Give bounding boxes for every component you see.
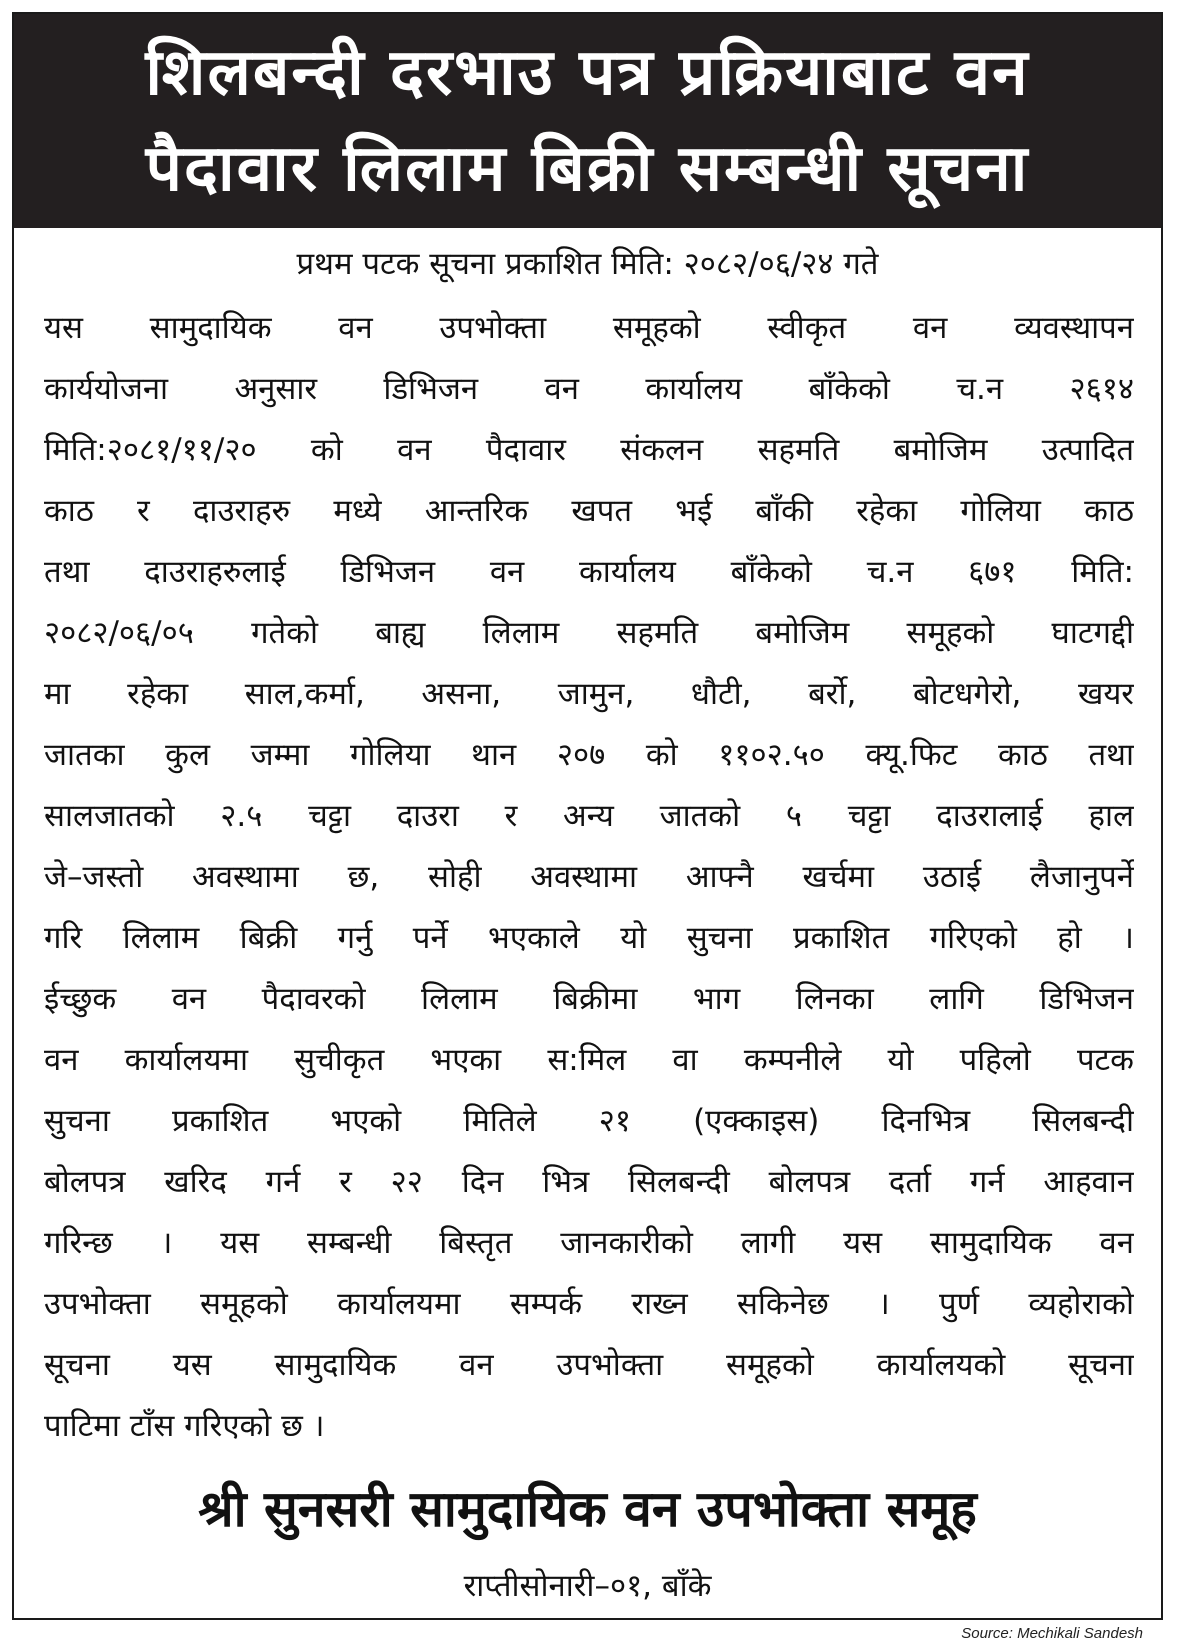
notice-title-line-2: पैदावार लिलाम बिक्री सम्बन्धी सूचना <box>145 132 1030 206</box>
signatory-address: राप्तीसोनारी–०१, बाँके <box>463 1568 712 1604</box>
body-line: सुचना प्रकाशित भएको मितिले २१ (एक्काइस) दिनभित्र सिलबन्दी <box>44 1103 1134 1139</box>
body-line: जातका कुल जम्मा गोलिया थान २०७ को ११०२.५० क्यू.फिट काठ तथा <box>44 737 1134 773</box>
body-line: सालजातको २.५ चट्टा दाउरा र अन्य जातको ५ चट्टा दाउरालाई हाल <box>44 798 1134 834</box>
body-line: तथा दाउराहरुलाई डिभिजन वन कार्यालय बाँकेको च.न ६७१ मिति: <box>44 554 1134 590</box>
body-line: गरि लिलाम बिक्री गर्नु पर्ने भएकाले यो सुचना प्रकाशित गरिएको हो । <box>44 920 1134 956</box>
body-line: वन कार्यालयमा सुचीकृत भएका स:मिल वा कम्पनीले यो पहिलो पटक <box>44 1042 1134 1078</box>
notice-title-line-1: शिलबन्दी दरभाउ पत्र प्रक्रियाबाट वन <box>145 36 1030 110</box>
body-line: २०८२/०६/०५ गतेको बाह्य लिलाम सहमति बमोजिम समूहको घाटगद्दी <box>44 615 1134 651</box>
body-line: बोलपत्र खरिद गर्न र २२ दिन भित्र सिलबन्दी बोलपत्र दर्ता गर्न आहवान <box>44 1164 1134 1200</box>
body-line: मिति:२०८१/११/२० को वन पैदावार संकलन सहमति बमोजिम उत्पादित <box>44 432 1134 468</box>
notice-title-banner <box>14 14 1161 228</box>
body-line: ईच्छुक वन पैदावरको लिलाम बिक्रीमा भाग लिनका लागि डिभिजन <box>44 981 1134 1017</box>
body-line: जे–जस्तो अवस्थामा छ, सोही अवस्थामा आफ्नै खर्चमा उठाई लैजानुपर्ने <box>44 859 1134 895</box>
body-line: मा रहेका साल,कर्मा, असना, जामुन, धौटी, बर्रो, बोटधगेरो, खयर <box>44 676 1134 712</box>
publish-date-line: प्रथम पटक सूचना प्रकाशित मिति: २०८२/०६/२४ गते <box>296 246 879 282</box>
body-line: यस सामुदायिक वन उपभोक्ता समूहको स्वीकृत वन व्यवस्थापन <box>44 310 1134 346</box>
notice-body <box>44 298 1134 1457</box>
signatory-org-name: श्री सुनसरी सामुदायिक वन उपभोक्ता समूह <box>198 1480 977 1538</box>
body-line: काठ र दाउराहरु मध्ये आन्तरिक खपत भई बाँकी रहेका गोलिया काठ <box>44 493 1134 529</box>
body-line: पाटिमा टाँस गरिएको छ । <box>44 1408 325 1444</box>
body-line: सूचना यस सामुदायिक वन उपभोक्ता समूहको कार्यालयको सूचना <box>44 1347 1134 1383</box>
body-line: कार्ययोजना अनुसार डिभिजन वन कार्यालय बाँकेको च.न २६१४ <box>44 371 1134 407</box>
body-line: गरिन्छ । यस सम्बन्धी बिस्तृत जानकारीको लागी यस सामुदायिक वन <box>44 1225 1134 1261</box>
notice-frame <box>12 12 1163 1620</box>
body-line: उपभोक्ता समूहको कार्यालयमा सम्पर्क राख्न सकिनेछ । पुर्ण व्यहोराको <box>44 1286 1134 1322</box>
source-credit: Source: Mechikali Sandesh <box>961 1625 1143 1642</box>
